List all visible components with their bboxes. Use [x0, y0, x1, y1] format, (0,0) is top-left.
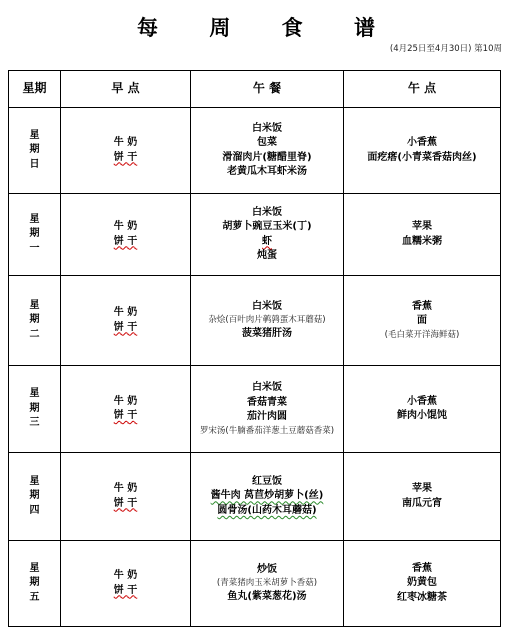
breakfast-item: 牛 奶: [113, 221, 138, 232]
weekday-char: 二: [29, 328, 40, 340]
lunch-item: 菠菜猪肝汤: [242, 327, 292, 339]
lunch-item: 白米饭: [252, 300, 282, 312]
breakfast-item: 牛 奶: [113, 137, 138, 148]
snack-cell: [344, 276, 501, 366]
weekday-char: 星: [29, 562, 40, 574]
lunch-cell: [191, 453, 344, 541]
weekday-char: 星: [29, 475, 40, 487]
header-snack: 午 点: [344, 71, 501, 108]
lunch-item: 虾: [262, 235, 272, 247]
lunch-item: 炖蛋: [257, 250, 277, 261]
snack-item: 面疙瘩(小青菜香菇肉丝): [367, 151, 477, 163]
lunch-item: 老黄瓜木耳虾米汤: [227, 166, 307, 177]
lunch-cell: [191, 194, 344, 276]
header-lunch: 午 餐: [191, 71, 344, 108]
lunch-item: 炒饭: [257, 563, 277, 575]
weekday-cell: [9, 453, 61, 541]
lunch-item: 白米饭: [252, 382, 282, 394]
breakfast-cell: [61, 453, 191, 541]
snack-cell: [344, 453, 501, 541]
snack-item: 苹果: [412, 221, 432, 232]
lunch-item: 白米饭: [252, 122, 282, 134]
breakfast-item: 饼 干: [113, 584, 138, 596]
weekday-char: 期: [29, 402, 40, 414]
lunch-cell: [191, 108, 344, 194]
table-row: [9, 541, 501, 627]
lunch-cell: [191, 541, 344, 627]
snack-item: 面: [417, 315, 427, 327]
weekday-char: 期: [29, 490, 40, 502]
lunch-item: 包菜: [257, 137, 277, 148]
header-breakfast: 早 点: [61, 71, 191, 108]
snack-item: 奶黄包: [407, 577, 437, 589]
breakfast-item: 饼 干: [113, 151, 138, 163]
lunch-cell: [191, 276, 344, 366]
snack-item: 小香蕉: [407, 395, 437, 407]
snack-item: 鲜肉小馄饨: [397, 410, 447, 421]
weekday-char: 四: [29, 504, 40, 516]
snack-cell: [344, 366, 501, 453]
snack-item: 小香蕉: [407, 137, 437, 148]
breakfast-item: 牛 奶: [113, 395, 138, 407]
lunch-cell: [191, 366, 344, 453]
weekday-char: 星: [29, 388, 40, 400]
snack-cell: [344, 108, 501, 194]
weekday-char: 期: [29, 314, 40, 326]
snack-item: (毛白菜开洋海鲜菇): [384, 329, 460, 340]
lunch-item: 杂烩(百叶肉片鹌鹑蛋木耳蘑菇): [208, 315, 326, 326]
breakfast-item: 饼 干: [113, 497, 138, 509]
breakfast-cell: [61, 366, 191, 453]
snack-item: 血糯米粥: [402, 235, 442, 247]
weekday-char: 星: [29, 129, 40, 141]
snack-item: 香蕉: [412, 562, 432, 574]
breakfast-cell: [61, 194, 191, 276]
week-range: (4月25日至4月30日) 第10周: [389, 44, 502, 54]
snack-item: 苹果: [412, 483, 432, 494]
lunch-item: 胡萝卜豌豆玉米(丁): [222, 221, 312, 232]
lunch-item: (青菜猪肉玉米胡萝卜香菇): [216, 578, 318, 589]
table-row: [9, 366, 501, 453]
weekday-char: 一: [29, 242, 40, 254]
lunch-item: 滑溜肉片(糖醋里脊): [222, 151, 312, 163]
breakfast-cell: [61, 108, 191, 194]
breakfast-item: 牛 奶: [113, 307, 138, 318]
snack-item: 南瓜元宵: [402, 497, 442, 509]
weekday-cell: [9, 541, 61, 627]
weekday-char: 期: [29, 228, 40, 240]
lunch-item: 香菇青菜: [247, 396, 287, 408]
weekday-char: 五: [29, 591, 40, 603]
weekday-char: 期: [29, 144, 40, 156]
weekday-char: 期: [29, 577, 40, 589]
lunch-item: 白米饭: [252, 206, 282, 218]
snack-cell: [344, 194, 501, 276]
weekday-char: 三: [29, 417, 40, 429]
table-row: [9, 276, 501, 366]
breakfast-item: 饼 干: [113, 410, 138, 421]
header-weekday: 星期: [9, 71, 61, 108]
header-row: [9, 71, 501, 108]
weekday-cell: [9, 366, 61, 453]
lunch-item: 鱼丸(紫菜葱花)汤: [227, 590, 307, 602]
table-row: [9, 194, 501, 276]
lunch-item: 圆骨汤(山药木耳蘑菇): [217, 504, 317, 516]
snack-item: 香蕉: [412, 300, 432, 312]
weekday-char: 日: [29, 158, 40, 170]
table-row: [9, 453, 501, 541]
weekday-cell: [9, 276, 61, 366]
breakfast-item: 牛 奶: [113, 570, 138, 581]
weekly-menu-table: [8, 70, 501, 627]
lunch-item: 罗宋汤(牛腩番茄洋葱土豆蘑菇香菜): [199, 425, 335, 436]
lunch-item: 酱牛肉 莴苣炒胡萝卜(丝): [210, 490, 324, 502]
lunch-item: 红豆饭: [252, 475, 282, 487]
weekday-cell: [9, 194, 61, 276]
breakfast-item: 牛 奶: [113, 483, 138, 494]
table-row: [9, 108, 501, 194]
breakfast-item: 饼 干: [113, 321, 138, 333]
weekday-cell: [9, 108, 61, 194]
page-title: 每 周 食 谱: [137, 15, 397, 40]
snack-item: 红枣冰糖茶: [397, 591, 447, 603]
snack-cell: [344, 541, 501, 627]
weekday-char: 星: [29, 213, 40, 225]
lunch-item: 茄汁肉圆: [247, 411, 287, 423]
breakfast-cell: [61, 276, 191, 366]
breakfast-item: 饼 干: [113, 235, 138, 247]
weekday-char: 星: [29, 299, 40, 311]
breakfast-cell: [61, 541, 191, 627]
